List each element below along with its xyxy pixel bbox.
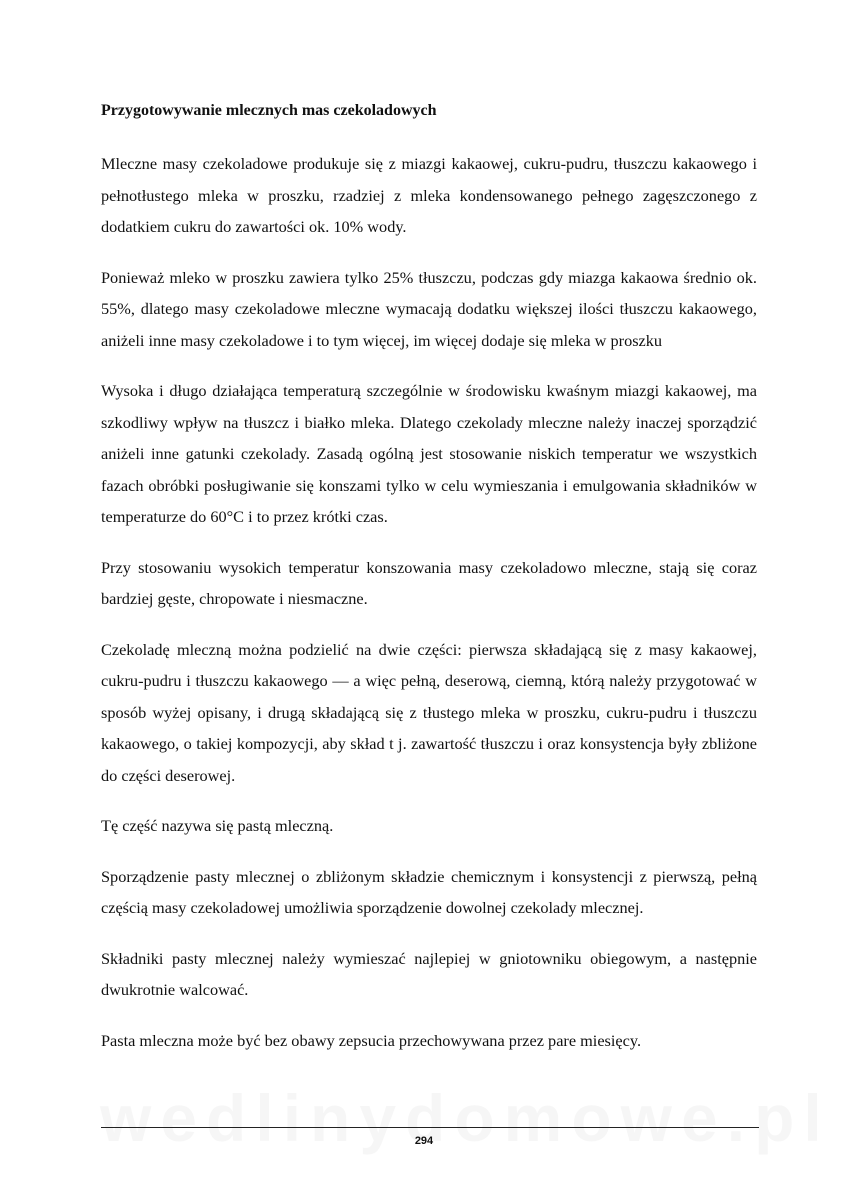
paragraph-3: Wysoka i długo działająca temperaturą szczególnie w środowisku kwaśnym miazgi kakaowej, ma szkodliwy wpływ na tłuszcz i białko mleka. Dlatego czekolady mleczne należy inaczej sporządzić aniżeli inne gatunki czekolady. Zasadą ogólną jest stosowanie niskich temperatur we wszystkich fazach obróbki posługiwanie się konszami tylko w celu wymieszania i emulgowania składników w temperaturze do 60°C i to przez krótki czas. (101, 381, 757, 526)
paragraph-1: Mleczne masy czekoladowe produkuje się z miazgi kakaowej, cukru-pudru, tłuszczu kakaowego i pełnotłustego mleka w proszku, rzadziej z mleka kondensowanego pełnego zagęszczonego z dodatkiem cukru do zawartości ok. 10% wody. (101, 154, 757, 236)
paragraph-4: Przy stosowaniu wysokich temperatur konszowania masy czekoladowo mleczne, stają się coraz bardziej gęste, chropowate i niesmaczne. (101, 557, 757, 608)
paragraph-8: Składniki pasty mlecznej należy wymieszać najlepiej w gniotowniku obiegowym, a następnie dwukrotnie walcować. (101, 948, 757, 999)
footer-divider (101, 1127, 759, 1128)
paragraph-9: Pasta mleczna może być bez obawy zepsucia przechowywana przez pare miesięcy. (101, 1030, 642, 1050)
paragraph-5: Czekoladę mleczną można podzielić na dwie części: pierwsza składającą się z masy kakaowej, cukru-pudru i tłuszczu kakaowego — a więc pełną, deserową, ciemną, którą należy przygotować w sposób wyżej opisany, i drugą składającą się z tłustego mleka w proszku, cukru-pudru i tłuszczu kakaowego, o takiej kompozycji, aby skład t j. zawartość tłuszczu i oraz konsystencja były zbliżone do części deserowej. (101, 639, 757, 785)
paragraph-2: Ponieważ mleko w proszku zawiera tylko 25% tłuszczu, podczas gdy miazga kakaowa średnio ok. 55%, dlatego masy czekoladowe mleczne wymacają dodatku większej ilości tłuszczu kakaowego, aniżeli inne masy czekoladowe i to tym więcej, im więcej dodaje się mleka w proszku (101, 267, 757, 350)
paragraph-6: Tę część nazywa się pastą mleczną. (101, 816, 334, 835)
page-number: 294 (414, 1135, 434, 1147)
section-heading: Przygotowywanie mlecznych mas czekoladowych (101, 102, 437, 119)
document-body (101, 98, 757, 1075)
paragraph-7: Sporządzenie pasty mlecznej o zbliżonym składzie chemicznym i konsystencji z pierwszą, pełną częścią masy czekoladowej umożliwia sporządzenie dowolnej czekolady mlecznej. (101, 866, 757, 917)
